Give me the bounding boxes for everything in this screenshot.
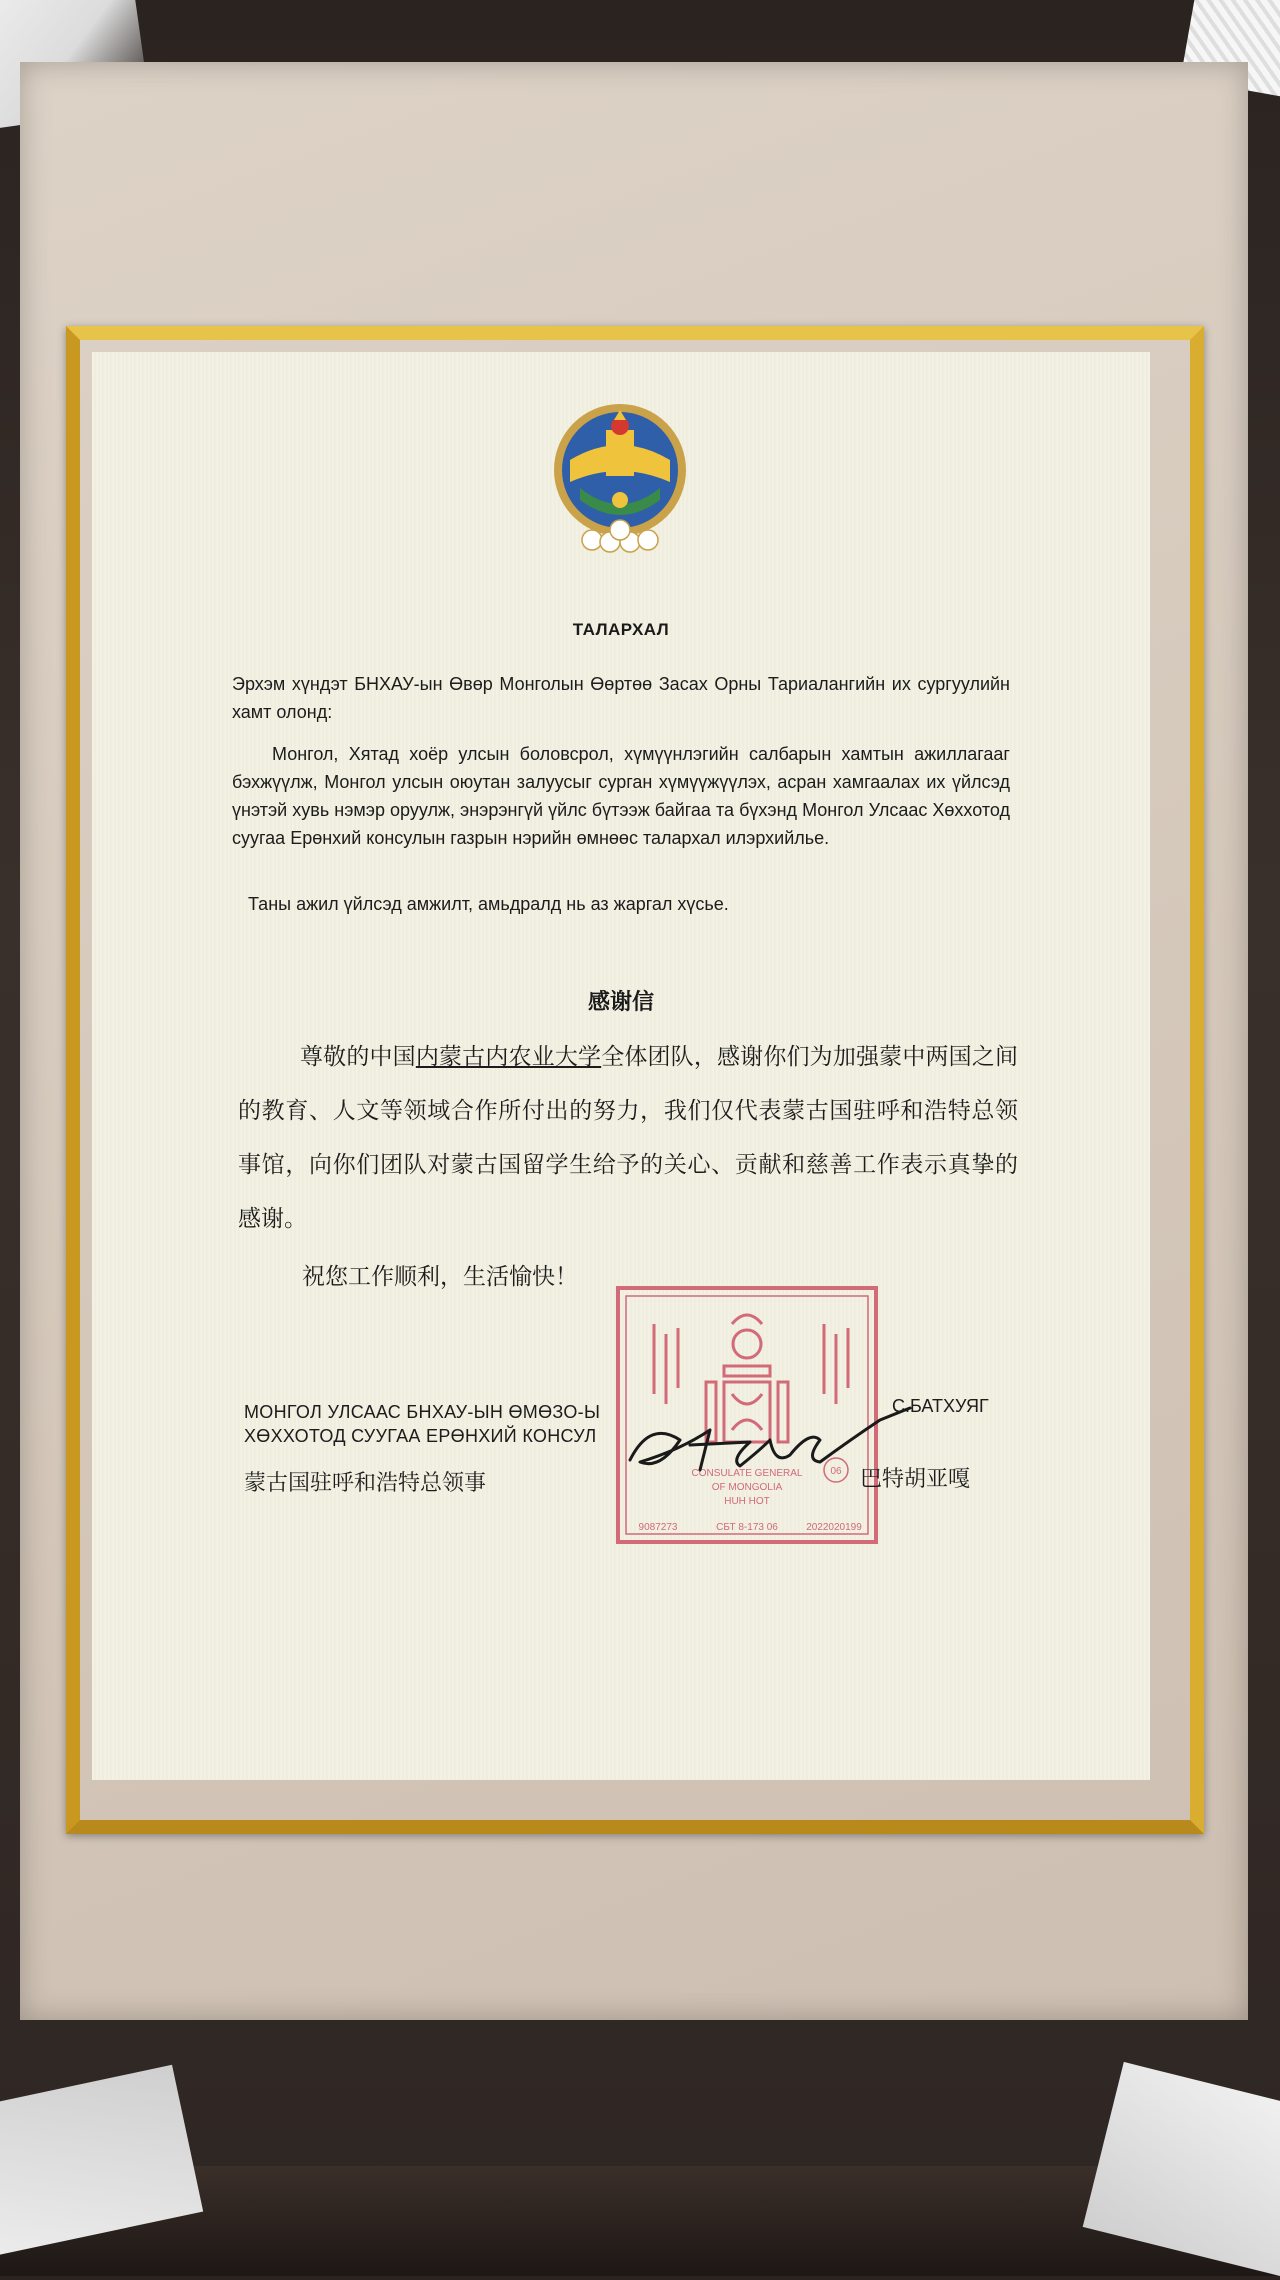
- signatory-title-mn-line1: МОНГОЛ УЛСААС БНХАУ-ЫН ӨМӨЗО-Ы: [244, 1402, 601, 1422]
- stamp-line-3: HUH HOT: [724, 1496, 770, 1507]
- chinese-body-rest: 全体团队，感谢你们为加强蒙中两国之间的教育、人文等领域合作所付出的努力，我们仅代表蒙古国驻呼和浩特总领事馆，向你们团队对蒙古国留学生给予的关心、贡献和慈善工作表示真挚的感谢。: [238, 1044, 1019, 1232]
- stamp-badge: 06: [830, 1466, 842, 1477]
- chinese-title: 感谢信: [587, 989, 654, 1015]
- mongolia-state-emblem-icon: [540, 390, 700, 570]
- stamp-line-1: CONSULATE GENERAL: [691, 1468, 803, 1479]
- chinese-body-start: 尊敬的中国: [300, 1044, 416, 1070]
- signatory-title-mn-line2: ХӨХХОТОД СУУГАА ЕРӨНХИЙ КОНСУЛ: [244, 1426, 597, 1446]
- mongolian-greeting: Эрхэм хүндэт БНХАУ-ын Өвөр Монголын Өөртөө Засах Орны Тариалангийн их сургуулийн хамт олонд:: [232, 674, 1010, 722]
- mongolian-wish: Таны ажил үйлсэд амжилт, амьдралд нь аз жаргал хүсье.: [248, 894, 729, 914]
- university-name: 内蒙古内农业大学: [415, 1044, 602, 1070]
- signatory-name-zh: 巴特胡亚嘎: [860, 1467, 971, 1492]
- signatory-title-zh: 蒙古国驻呼和浩特总领事: [244, 1471, 487, 1496]
- handwritten-signature: [620, 1400, 920, 1490]
- signatory-name-mn: С.БАТХУЯГ: [892, 1396, 989, 1416]
- stamp-number-right: 2022020199: [806, 1522, 862, 1533]
- signatory-title-mn: [244, 1400, 600, 1448]
- stamp-line-2: OF MONGOLIA: [711, 1482, 783, 1493]
- stamp-number-left: 9087273: [638, 1522, 678, 1533]
- chinese-wish: 祝您工作顺利，生活愉快！: [302, 1264, 578, 1290]
- chinese-body: [238, 1030, 1018, 1246]
- mongolian-body: Монгол, Хятад хоёр улсын боловсрол, хүмүүнлэгийн салбарын хамтын ажиллагааг бэхжүүлж, Монгол улсын оюутан залуусыг сурган хүмүүжүүлэх, асран хамгаалах их үйлсэд үнэтэй хувь нэмэр оруулж, энэрэнгүй үйлс бүтээж байгаа та бүхэнд Монгол Улсаас Хөххотод суугаа Ерөнхий консулын газрын нэрийн өмнөөс талархал илэрхийлье.: [232, 744, 1010, 848]
- stamp-number-mid: СБТ 8-173 06: [716, 1522, 778, 1533]
- mongolian-title: ТАЛАРХАЛ: [572, 620, 670, 639]
